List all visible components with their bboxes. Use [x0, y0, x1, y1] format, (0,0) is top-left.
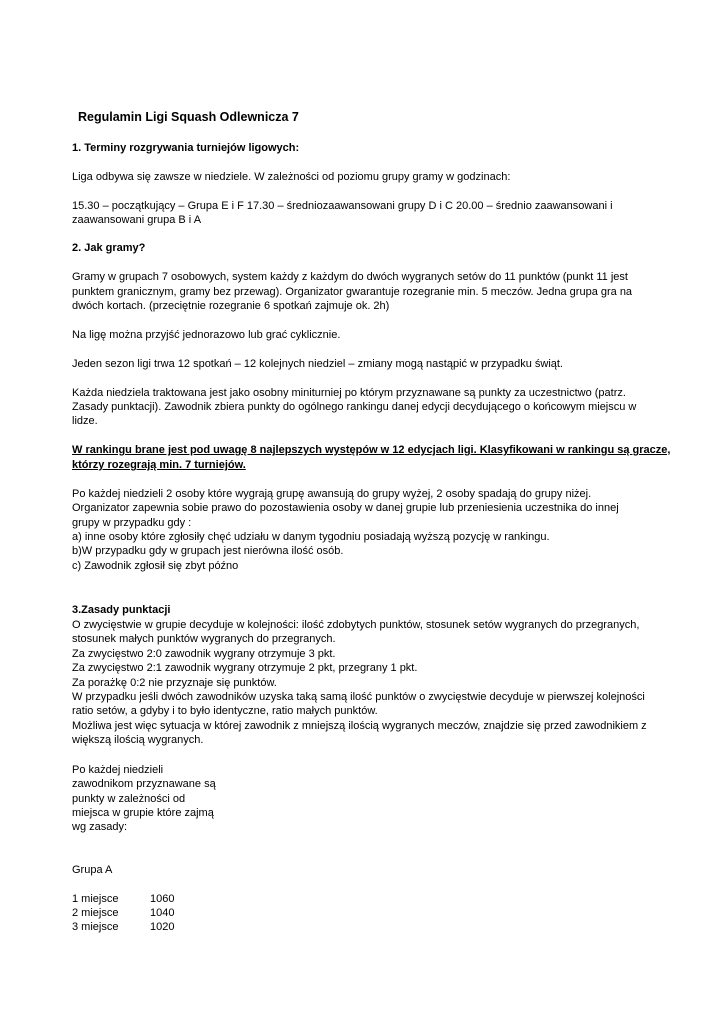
section-3-line: większą ilością wygranych. [72, 734, 204, 746]
section-2-paragraph-line: Każda niedziela traktowana jest jako osobny miniturniej po którym przyznawane są punkty za uczestnictwo (patrz. [72, 387, 626, 399]
points-intro-line: zawodnikom przyznawane są [72, 778, 216, 790]
section-3-line: ratio setów, a gdyby i to było identyczne, ratio małych punktów. [72, 705, 378, 717]
section-2-paragraph-line: Po każdej niedzieli 2 osoby które wygrają grupę awansują do grupy wyżej, 2 osoby spadają do grupy niżej. [72, 488, 592, 500]
section-3-line: Za porażkę 0:2 nie przyznaje się punktów. [72, 677, 277, 689]
group-a-points: 1060 [150, 893, 175, 905]
section-2-paragraph-line: Jeden sezon ligi trwa 12 spotkań – 12 kolejnych niedziel – zmiany mogą nastąpić w przypadku świąt. [72, 358, 563, 370]
section-2-paragraph-line: Na ligę można przyjść jednorazowo lub grać cyklicznie. [72, 329, 341, 341]
section-1-paragraph: Liga odbywa się zawsze w niedziele. W zależności od poziomu grupy gramy w godzinach: [72, 171, 511, 183]
section-2-paragraph-line: Gramy w grupach 7 osobowych, system każdy z każdym do dwóch wygranych setów do 11 punktów (punkt 11 jest [72, 271, 628, 283]
section-2-list-item: b)W przypadku gdy w grupach jest nierówna ilość osób. [72, 545, 344, 557]
section-3-line: Możliwa jest więc sytuacja w której zawodnik z mniejszą ilością wygranych meczów, znajdzie się przed zawodnikiem z [72, 720, 647, 732]
points-intro-line: miejsca w grupie które zajmą [72, 807, 214, 819]
section-3-line: stosunek małych punktów wygranych do przegranych. [72, 633, 336, 645]
group-a-place: 3 miejsce [72, 921, 119, 933]
points-intro-line: wg zasady: [72, 821, 128, 833]
section-1-heading: 1. Terminy rozgrywania turniejów ligowych: [72, 142, 300, 154]
section-2-paragraph-line: dwóch kortach. (przeciętnie rozegranie 6 spotkań zajmuje ok. 2h) [72, 300, 390, 312]
section-3-line: Za zwycięstwo 2:0 zawodnik wygrany otrzymuje 3 pkt. [72, 648, 336, 660]
group-a-place: 2 miejsce [72, 907, 119, 919]
section-2-heading: 2. Jak gramy? [72, 242, 146, 254]
section-1-schedule-line: zaawansowani grupa B i A [72, 214, 202, 226]
group-a-label: Grupa A [72, 864, 113, 876]
ranking-rule-line: którzy rozegrają min. 7 turniejów. [72, 459, 246, 471]
group-a-points: 1020 [150, 921, 175, 933]
section-3-line: O zwycięstwie w grupie decyduje w kolejności: ilość zdobytych punktów, stosunek setów wygranych do przegranych, [72, 619, 640, 631]
ranking-rule-line: W rankingu brane jest pod uwagę 8 najlepszych występów w 12 edycjach ligi. Klasyfikowani w rankingu są gracze, [72, 444, 671, 456]
points-intro-line: Po każdej niedzieli [72, 764, 164, 776]
section-1-schedule-line: 15.30 – początkujący – Grupa E i F 17.30 – średniozaawansowani grupy D i C 20.00 – średnio zaawansowani i [72, 200, 613, 212]
section-2-paragraph-line: punktem granicznym, gramy bez przewag). Organizator gwarantuje rozegranie min. 5 meczów. Jedna grupa gra na [72, 286, 633, 298]
group-a-points: 1040 [150, 907, 175, 919]
section-3-line: Za zwycięstwo 2:1 zawodnik wygrany otrzymuje 2 pkt, przegrany 1 pkt. [72, 662, 418, 674]
points-intro-line: punkty w zależności od [72, 793, 186, 805]
section-2-paragraph-line: Zasady punktacji). Zawodnik zbiera punkty do ogólnego rankingu danej edycji decydującego o końcowym miejscu w [72, 401, 637, 413]
group-a-place: 1 miejsce [72, 893, 119, 905]
section-2-paragraph-line: grupy w przypadku gdy : [72, 517, 192, 529]
section-2-paragraph-line: lidze. [72, 415, 98, 427]
section-3-heading: 3.Zasady punktacji [72, 604, 171, 616]
section-2-list-item: a) inne osoby które zgłosiły chęć udziału w danym tygodniu posiadają wyższą pozycję w rankingu. [72, 531, 550, 543]
section-2-paragraph-line: Organizator zapewnia sobie prawo do pozostawienia osoby w danej grupie lub przeniesienia uczestnika do innej [72, 502, 619, 514]
section-2-list-item: c) Zawodnik zgłosił się zbyt późno [72, 560, 239, 572]
section-3-line: W przypadku jeśli dwóch zawodników uzyska taką samą ilość punktów o zwycięstwie decyduje w pierwszej kolejności [72, 691, 645, 703]
document-title: Regulamin Ligi Squash Odlewnicza 7 [78, 110, 299, 124]
